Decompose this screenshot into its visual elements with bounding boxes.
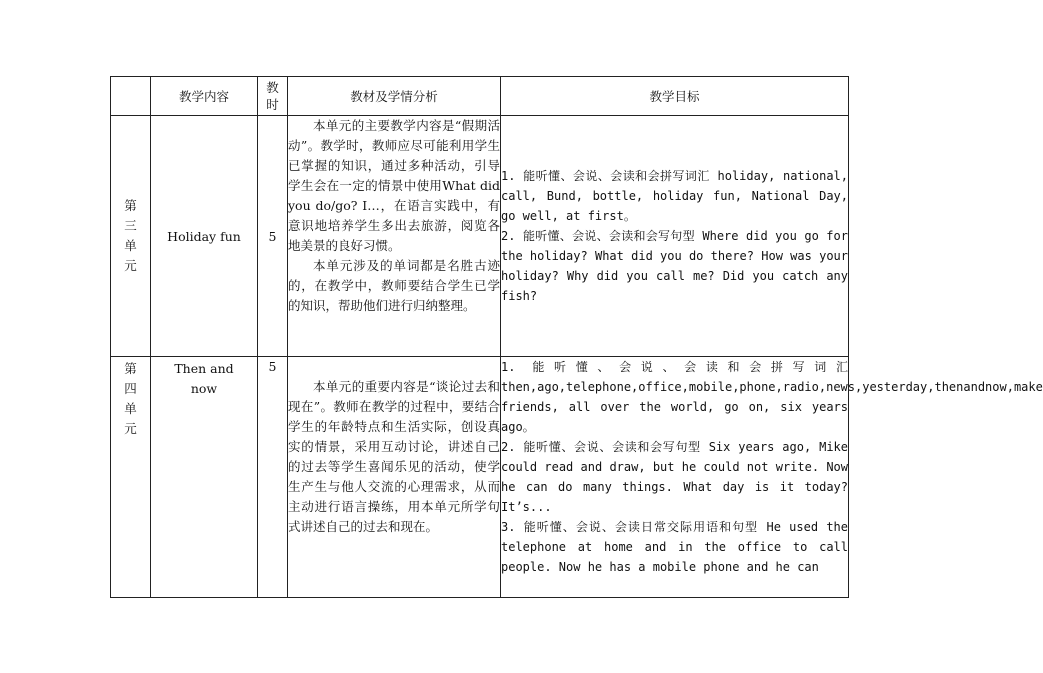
- hours-cell: 5: [258, 357, 288, 598]
- hours-cell: 5: [258, 116, 288, 357]
- unit-cell: [111, 116, 151, 357]
- analysis-paragraph: 本单元的重要内容是“谈论过去和现在”。教师在教学的过程中，要结合学生的年龄特点和生活实际，创设真实的情景，采用互动讨论，讲述自己的过去等学生喜闻乐见的活动，使学生产生与他人交流的心理需求，从而主动进行语言操练，用本单元所学句式讲述自己的过去和现在。: [288, 379, 500, 534]
- goal-item: 2. 能听懂、会说、会读和会写句型 Six years ago, Mike could read and draw, but he could not write. Now he can do many things. What day is it today? It’s...: [501, 440, 848, 514]
- header-hours: [258, 77, 288, 116]
- goal-item: 1. 能听懂、会说、会读和会拼写词汇 holiday, national, call, Bund, bottle, holiday fun, National Day, go well, at first。: [501, 169, 848, 223]
- goal-item: 1. 能听懂、会说、会读和会拼写词汇 then,ago,telephone,office,mobile,phone,radio,news,yesterday,thenandnow,make friends, all over the world, go on, six years ago。: [501, 360, 1043, 434]
- analysis-paragraph: 本单元涉及的单词都是名胜古迹的，在教学中，教师要结合学生已学的知识，帮助他们进行归纳整理。: [288, 258, 500, 313]
- header-hours-text: 教时: [266, 80, 279, 112]
- header-row: [111, 77, 849, 116]
- content-label: Then and now: [174, 361, 234, 396]
- header-goals: 教学目标: [501, 77, 849, 116]
- goal-item: 2. 能听懂、会说、会读和会写句型 Where did you go for the holiday? What did you do there? How was your holiday? Why did you call me? Did you catch any fish?: [501, 229, 848, 303]
- table-row: [111, 357, 849, 598]
- goals-cell: [501, 357, 1043, 598]
- table-row: [111, 116, 849, 357]
- content-cell: Holiday fun: [151, 116, 258, 357]
- header-unit: [111, 77, 151, 116]
- header-analysis: 教材及学情分析: [288, 77, 501, 116]
- header-content: 教学内容: [151, 77, 258, 116]
- unit-label: 第四单元: [124, 361, 137, 436]
- unit-label: 第三单元: [124, 198, 137, 273]
- goal-item: 3. 能听懂、会说、会读日常交际用语和句型 He used the telephone at home and in the office to call people. Now he has a mobile phone and he can: [501, 520, 848, 574]
- analysis-paragraph: 本单元的主要教学内容是“假期活动”。教学时，教师应尽可能利用学生已掌握的知识，通过多种活动，引导学生会在一定的情景中使用What did you do/go? I…，在语言实践中，有意识地培养学生多出去旅游，阅览各地美景的良好习惯。: [288, 118, 500, 253]
- unit-cell: [111, 357, 151, 598]
- analysis-cell: [288, 357, 501, 598]
- analysis-cell: [288, 116, 501, 357]
- content-cell: [151, 357, 258, 598]
- goals-cell: [501, 116, 849, 357]
- teaching-plan-table: [110, 76, 1043, 598]
